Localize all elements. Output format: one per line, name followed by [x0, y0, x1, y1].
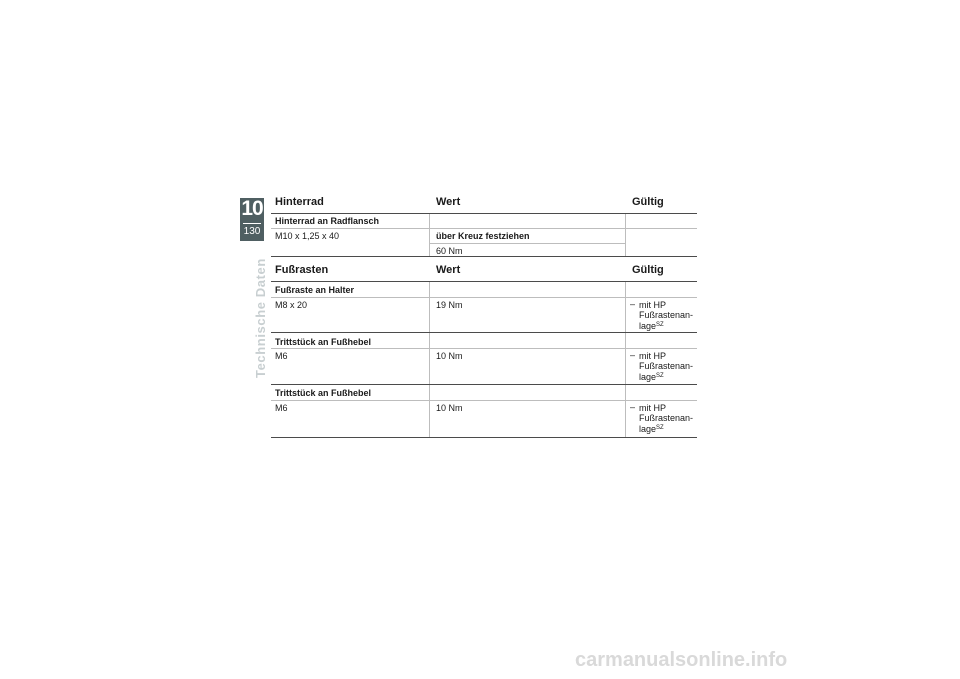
table-header [271, 264, 697, 282]
row-rule [271, 348, 697, 349]
col-divider [625, 282, 626, 332]
bullet-dash: – [630, 299, 636, 309]
table-hinterrad [271, 196, 697, 256]
note-line: mit HP [639, 351, 666, 361]
group-title: Hinterrad an Radflansch [275, 216, 380, 226]
header-col-1: Fußrasten [275, 264, 329, 276]
note-text: lage [639, 321, 657, 331]
bullet-dash: – [630, 402, 636, 412]
header-col-3: Gültig [632, 264, 664, 276]
value-cell: 10 Nm [436, 351, 463, 361]
spec-cell: M8 x 20 [275, 300, 308, 310]
col-divider [429, 214, 430, 256]
note-superscript: SZ [656, 373, 664, 379]
page-number: 130 [243, 226, 261, 237]
row-rule [271, 228, 697, 229]
col-divider [429, 333, 430, 384]
watermark: carmanualsonline.info [575, 649, 788, 671]
row-rule [429, 243, 625, 244]
note-line [639, 320, 693, 331]
col-divider [625, 214, 626, 256]
col-divider [429, 282, 430, 332]
note-line: mit HP [639, 403, 666, 413]
note-line [639, 423, 693, 434]
group-rule [271, 332, 697, 333]
note-line: Fußrastenan- [639, 361, 694, 371]
validity-note [639, 351, 693, 382]
table-header [271, 196, 697, 214]
group-rule [271, 384, 697, 385]
header-col-2: Wert [436, 264, 461, 276]
validity-note [639, 300, 693, 331]
table-bottom-rule [271, 437, 697, 438]
table-bottom-rule [271, 256, 697, 257]
header-col-2: Wert [436, 196, 461, 208]
col-divider [625, 385, 626, 437]
value-cell: 60 Nm [436, 246, 463, 256]
note-line [639, 371, 693, 382]
header-col-3: Gültig [632, 196, 664, 208]
value-label: über Kreuz festziehen [436, 231, 530, 241]
chapter-title: Technische Daten [253, 258, 268, 378]
row-rule [271, 400, 697, 401]
header-col-1: Hinterrad [275, 196, 324, 208]
validity-note [639, 403, 693, 434]
col-divider [429, 385, 430, 437]
row-rule [271, 297, 697, 298]
note-line: Fußrastenan- [639, 310, 694, 320]
note-superscript: SZ [656, 425, 664, 431]
spec-cell: M6 [275, 403, 288, 413]
header-rule [271, 213, 697, 214]
value-cell: 10 Nm [436, 403, 463, 413]
value-cell: 19 Nm [436, 300, 463, 310]
spec-cell: M10 x 1,25 x 40 [275, 231, 340, 241]
chapter-number: 10 [241, 197, 263, 220]
col-divider [625, 333, 626, 384]
chapter-divider [243, 223, 261, 224]
group-title: Trittstück an Fußhebel [275, 337, 372, 347]
header-rule [271, 281, 697, 282]
note-text: lage [639, 424, 657, 434]
note-line: Fußrastenan- [639, 413, 694, 423]
group-title: Trittstück an Fußhebel [275, 388, 372, 398]
note-superscript: SZ [656, 322, 664, 328]
group-title: Fußraste an Halter [275, 285, 355, 295]
spec-cell: M6 [275, 351, 288, 361]
note-text: lage [639, 372, 657, 382]
table-fussrasten [271, 264, 697, 438]
note-line: mit HP [639, 300, 666, 310]
bullet-dash: – [630, 350, 636, 360]
